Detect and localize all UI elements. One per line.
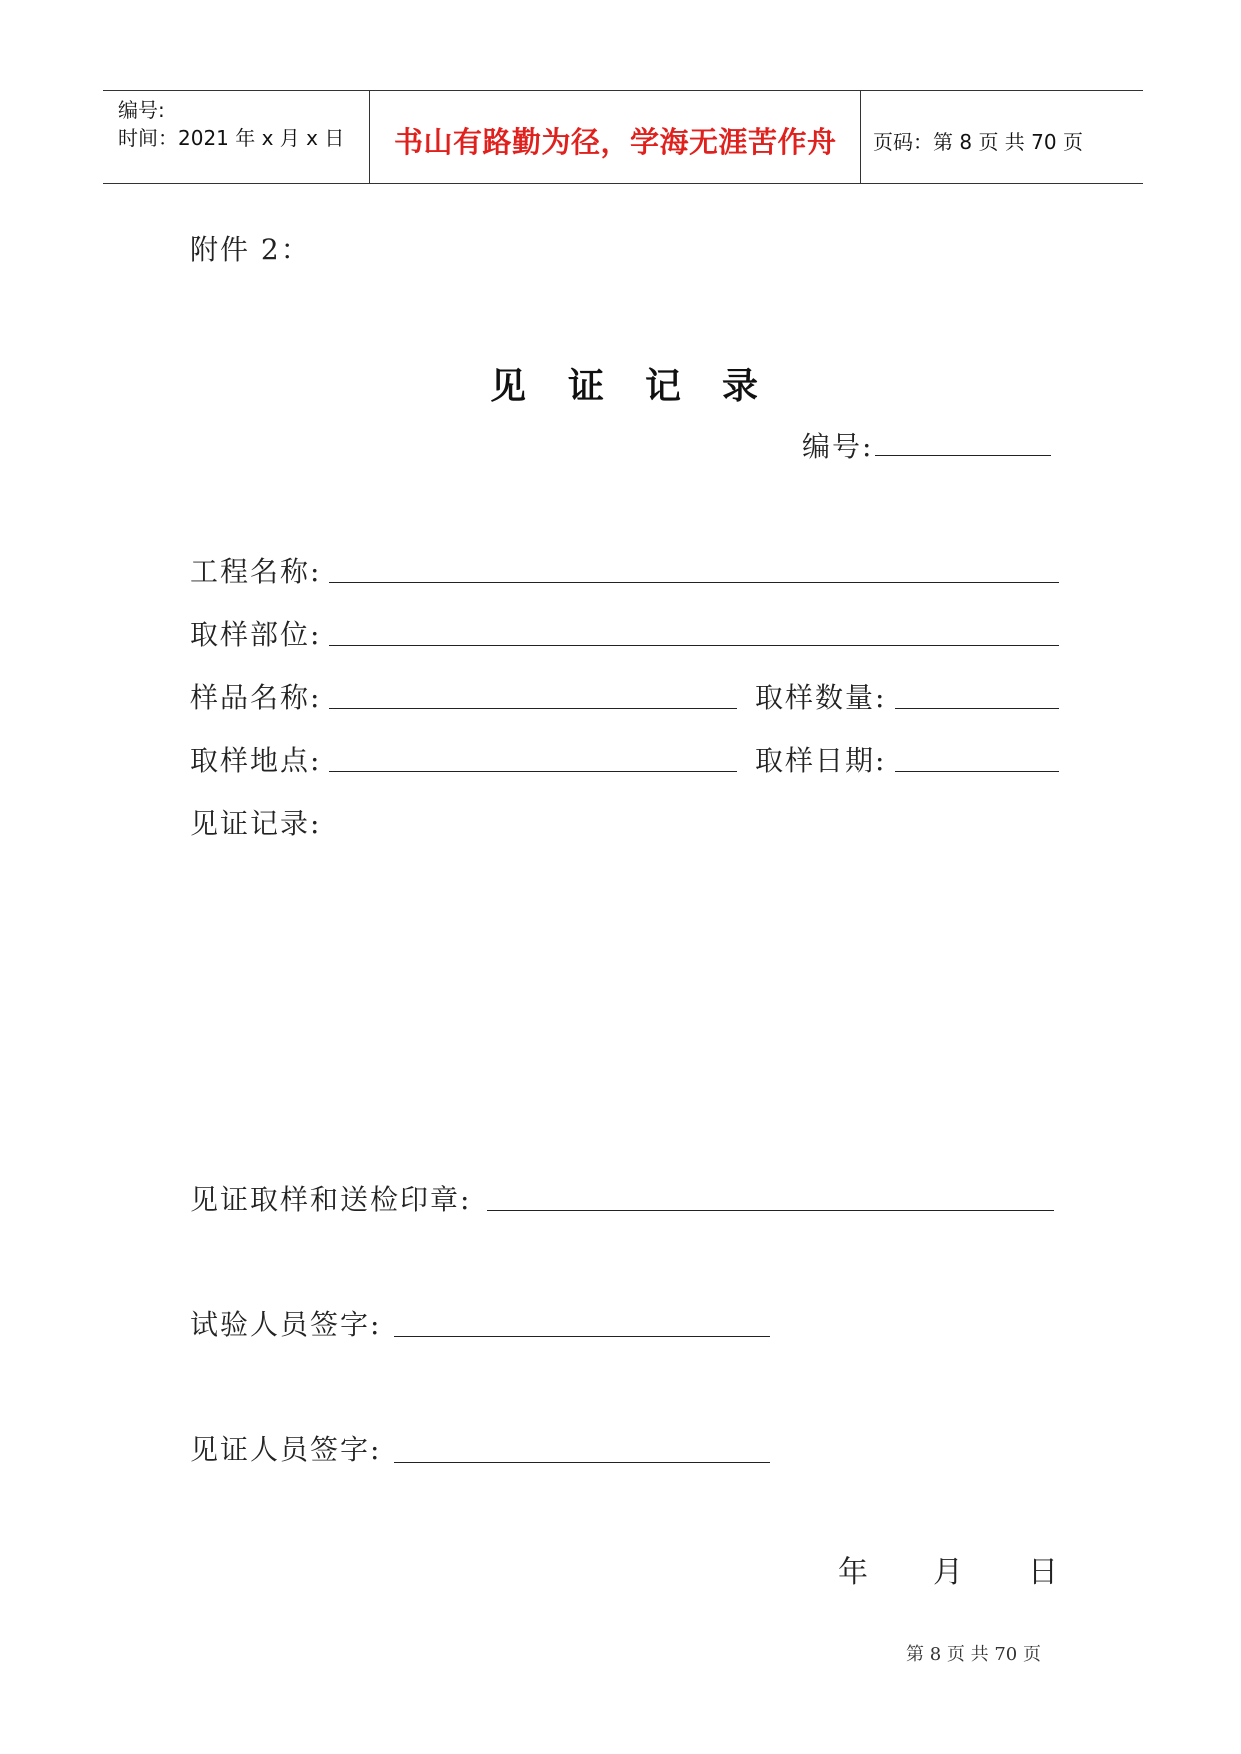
witness-record-label: 见证记录: xyxy=(190,807,322,840)
sampling-part-label: 取样部位: xyxy=(190,618,322,651)
sample-name-field[interactable] xyxy=(329,708,737,709)
sample-quantity-label: 取样数量: xyxy=(755,681,887,714)
title-char-3: 记 xyxy=(645,365,682,407)
sampling-location-label: 取样地点: xyxy=(190,744,322,777)
document-title xyxy=(490,358,770,407)
sample-name-label: 样品名称: xyxy=(190,681,322,714)
project-name-field[interactable] xyxy=(329,582,1059,583)
title-char-4: 录 xyxy=(722,365,759,407)
sampling-date-field[interactable] xyxy=(895,771,1059,772)
title-char-2: 证 xyxy=(568,365,605,407)
tester-signature-field[interactable] xyxy=(394,1336,770,1337)
title-char-1: 见 xyxy=(490,365,527,407)
tester-signature-label: 试验人员签字: xyxy=(190,1308,382,1341)
witness-record-area[interactable] xyxy=(190,845,1059,1165)
header-motto: 书山有路勤为径，学海无涯苦作舟 xyxy=(394,125,837,159)
witness-signature-field[interactable] xyxy=(394,1462,770,1463)
sampling-location-field[interactable] xyxy=(329,771,737,772)
header-divider-right xyxy=(860,90,861,183)
doc-number-field[interactable] xyxy=(875,455,1051,456)
page-footer: 第 8 页 共 70 页 xyxy=(906,1644,1041,1665)
header-top-rule xyxy=(103,90,1143,91)
sampling-date-label: 取样日期: xyxy=(755,744,887,777)
header-divider-left xyxy=(369,90,370,183)
stamp-field[interactable] xyxy=(487,1210,1054,1211)
stamp-label: 见证取样和送检印章: xyxy=(190,1183,472,1216)
doc-number-label: 编号: xyxy=(802,430,874,463)
date-year-char: 年 xyxy=(838,1555,868,1590)
header-time-label: 时间：2021 年 x 月 x 日 xyxy=(118,126,345,150)
date-month-char: 月 xyxy=(933,1555,963,1590)
header-bottom-rule xyxy=(103,183,1143,184)
attachment-label: 附件 2： xyxy=(190,233,311,266)
project-name-label: 工程名称: xyxy=(190,555,322,588)
header-serial-label: 编号: xyxy=(118,98,165,122)
witness-signature-label: 见证人员签字: xyxy=(190,1433,382,1466)
sampling-part-field[interactable] xyxy=(329,645,1059,646)
sample-quantity-field[interactable] xyxy=(895,708,1059,709)
date-day-char: 日 xyxy=(1028,1555,1058,1590)
header-page-label: 页码：第 8 页 共 70 页 xyxy=(873,130,1083,154)
